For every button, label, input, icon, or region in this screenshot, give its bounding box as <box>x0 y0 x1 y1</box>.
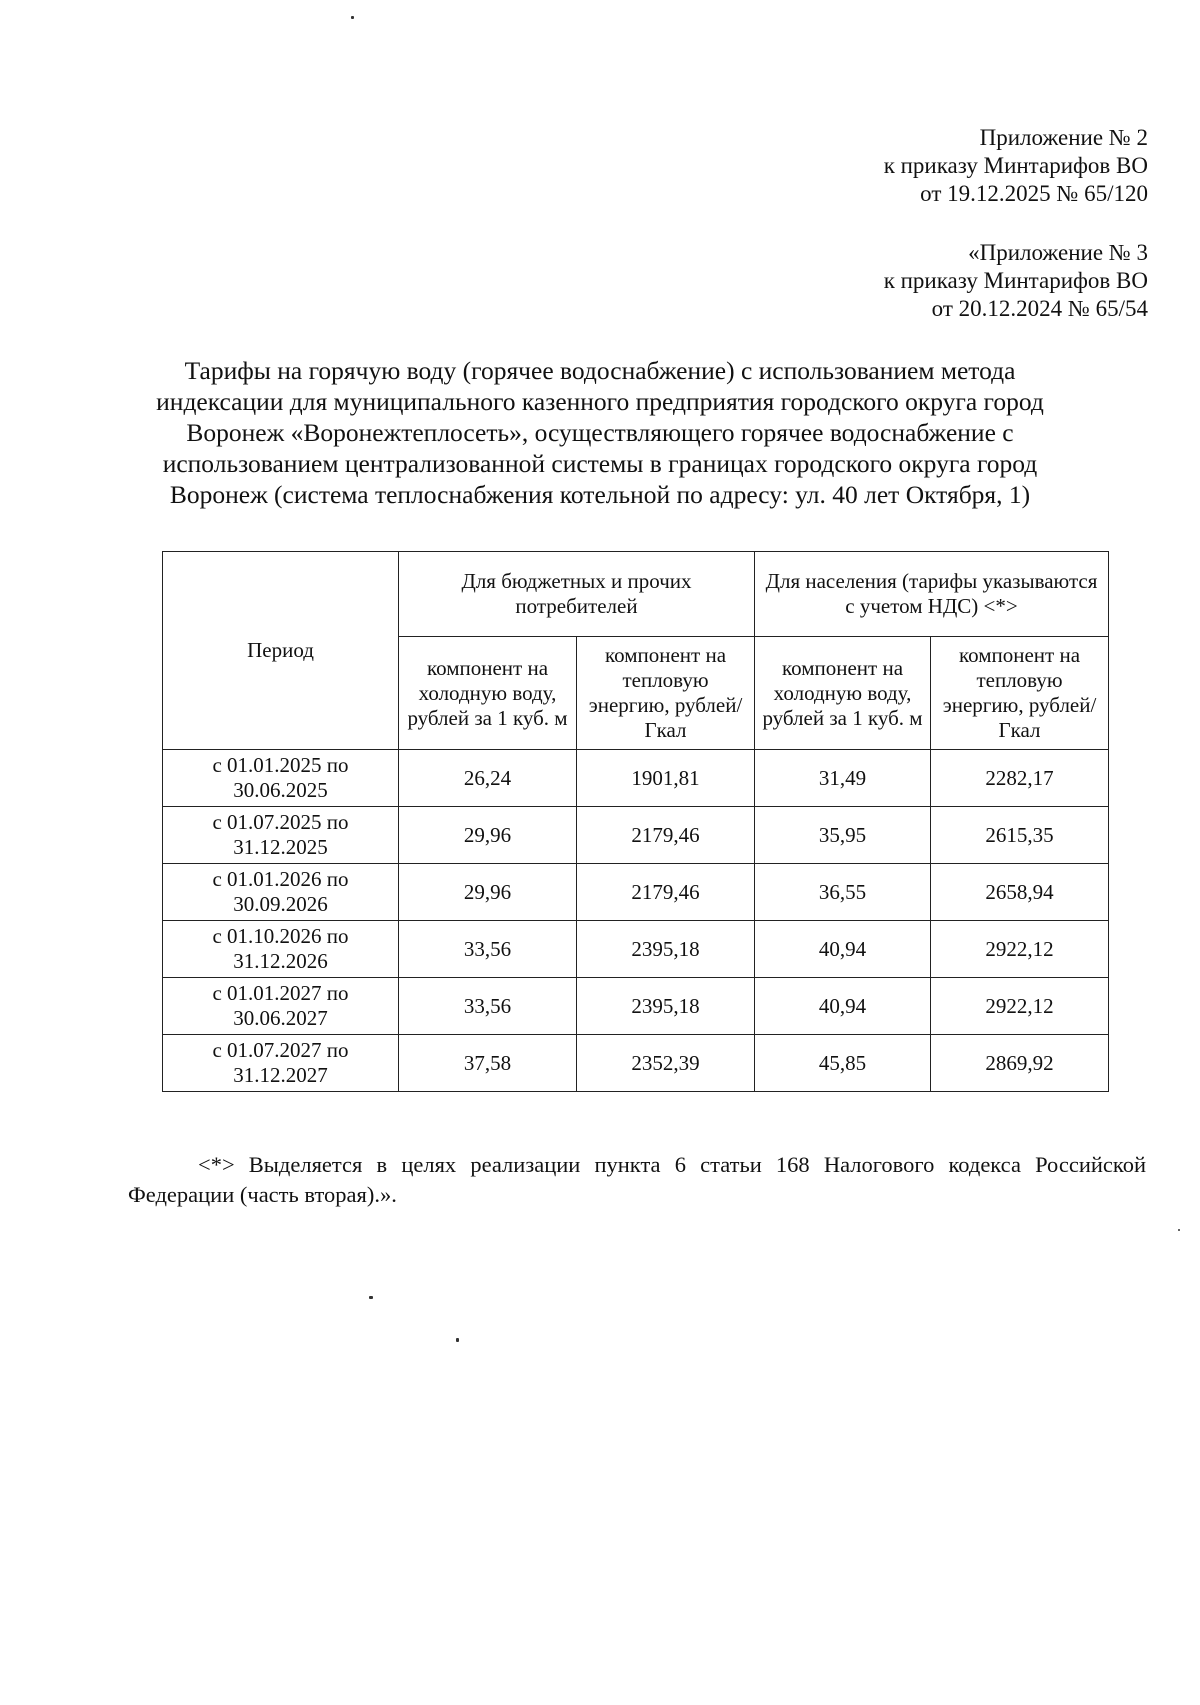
cell-budget-heat: 2179,46 <box>577 864 755 921</box>
scan-speck <box>351 16 354 19</box>
header-group-population: Для населения (тарифы указываются с учетом НДС) <*> <box>755 552 1109 637</box>
table-row <box>163 1035 1109 1092</box>
cell-budget-heat: 2179,46 <box>577 807 755 864</box>
cell-population-cold: 40,94 <box>755 978 931 1035</box>
cell-budget-heat: 2395,18 <box>577 978 755 1035</box>
cell-period: с 01.01.2027 по 30.06.2027 <box>163 978 399 1035</box>
cell-population-cold: 36,55 <box>755 864 931 921</box>
appendix-order-date: от 19.12.2025 № 65/120 <box>920 181 1148 206</box>
cell-population-heat: 2922,12 <box>931 978 1109 1035</box>
header-group-budget: Для бюджетных и прочих потребителей <box>399 552 755 637</box>
scan-speck <box>369 1296 373 1299</box>
table-row <box>163 864 1109 921</box>
cell-period: с 01.07.2025 по 31.12.2025 <box>163 807 399 864</box>
cell-budget-heat: 2395,18 <box>577 921 755 978</box>
appendix-number: «Приложение № 3 <box>968 240 1148 265</box>
cell-budget-cold: 29,96 <box>399 807 577 864</box>
table-row <box>163 978 1109 1035</box>
scan-speck <box>1178 1229 1180 1231</box>
cell-budget-cold: 37,58 <box>399 1035 577 1092</box>
cell-period: с 01.07.2027 по 31.12.2027 <box>163 1035 399 1092</box>
cell-population-heat: 2658,94 <box>931 864 1109 921</box>
document-title: Тарифы на горячую воду (горячее водоснабжение) с использованием метода индексации для муниципального казенного предприятия городского округа город Воронеж «Воронежтеплосеть», осуществляющего горячее водоснабжение с использованием централизованной системы в границах городского округа город Воронеж (система теплоснабжения котельной по адресу: ул. 40 лет Октября, 1) <box>156 356 1044 509</box>
appendix-order-ref: к приказу Минтарифов ВО <box>883 268 1148 293</box>
appendix-header-previous <box>884 239 1148 323</box>
appendix-order-ref: к приказу Минтарифов ВО <box>883 153 1148 178</box>
cell-population-cold: 40,94 <box>755 921 931 978</box>
footnote: <*> Выделяется в целях реализации пункта 6 статьи 168 Налогового кодекса Российской Федерации (часть вторая).». <box>128 1151 1146 1207</box>
cell-budget-cold: 26,24 <box>399 750 577 807</box>
cell-budget-heat: 2352,39 <box>577 1035 755 1092</box>
cell-period: с 01.10.2026 по 31.12.2026 <box>163 921 399 978</box>
cell-budget-heat: 1901,81 <box>577 750 755 807</box>
table-row <box>163 750 1109 807</box>
appendix-order-date: от 20.12.2024 № 65/54 <box>931 296 1148 321</box>
header-budget-heat: компонент на тепловую энергию, рублей/Гкал <box>577 637 755 750</box>
cell-population-cold: 31,49 <box>755 750 931 807</box>
cell-population-heat: 2869,92 <box>931 1035 1109 1092</box>
tariff-table <box>162 551 1109 1092</box>
cell-population-heat: 2922,12 <box>931 921 1109 978</box>
cell-budget-cold: 33,56 <box>399 978 577 1035</box>
cell-period: с 01.01.2025 по 30.06.2025 <box>163 750 399 807</box>
cell-population-cold: 45,85 <box>755 1035 931 1092</box>
cell-budget-cold: 29,96 <box>399 864 577 921</box>
cell-budget-cold: 33,56 <box>399 921 577 978</box>
cell-period: с 01.01.2026 по 30.09.2026 <box>163 864 399 921</box>
cell-population-heat: 2282,17 <box>931 750 1109 807</box>
table-row <box>163 921 1109 978</box>
table-row <box>163 807 1109 864</box>
appendix-header-current <box>884 124 1148 208</box>
appendix-number: Приложение № 2 <box>979 125 1148 150</box>
header-period: Период <box>163 552 399 750</box>
header-budget-cold: компонент на холодную воду, рублей за 1 куб. м <box>399 637 577 750</box>
header-population-heat: компонент на тепловую энергию, рублей/Гкал <box>931 637 1109 750</box>
header-population-cold: компонент на холодную воду, рублей за 1 куб. м <box>755 637 931 750</box>
cell-population-heat: 2615,35 <box>931 807 1109 864</box>
scan-speck <box>456 1338 459 1342</box>
cell-population-cold: 35,95 <box>755 807 931 864</box>
